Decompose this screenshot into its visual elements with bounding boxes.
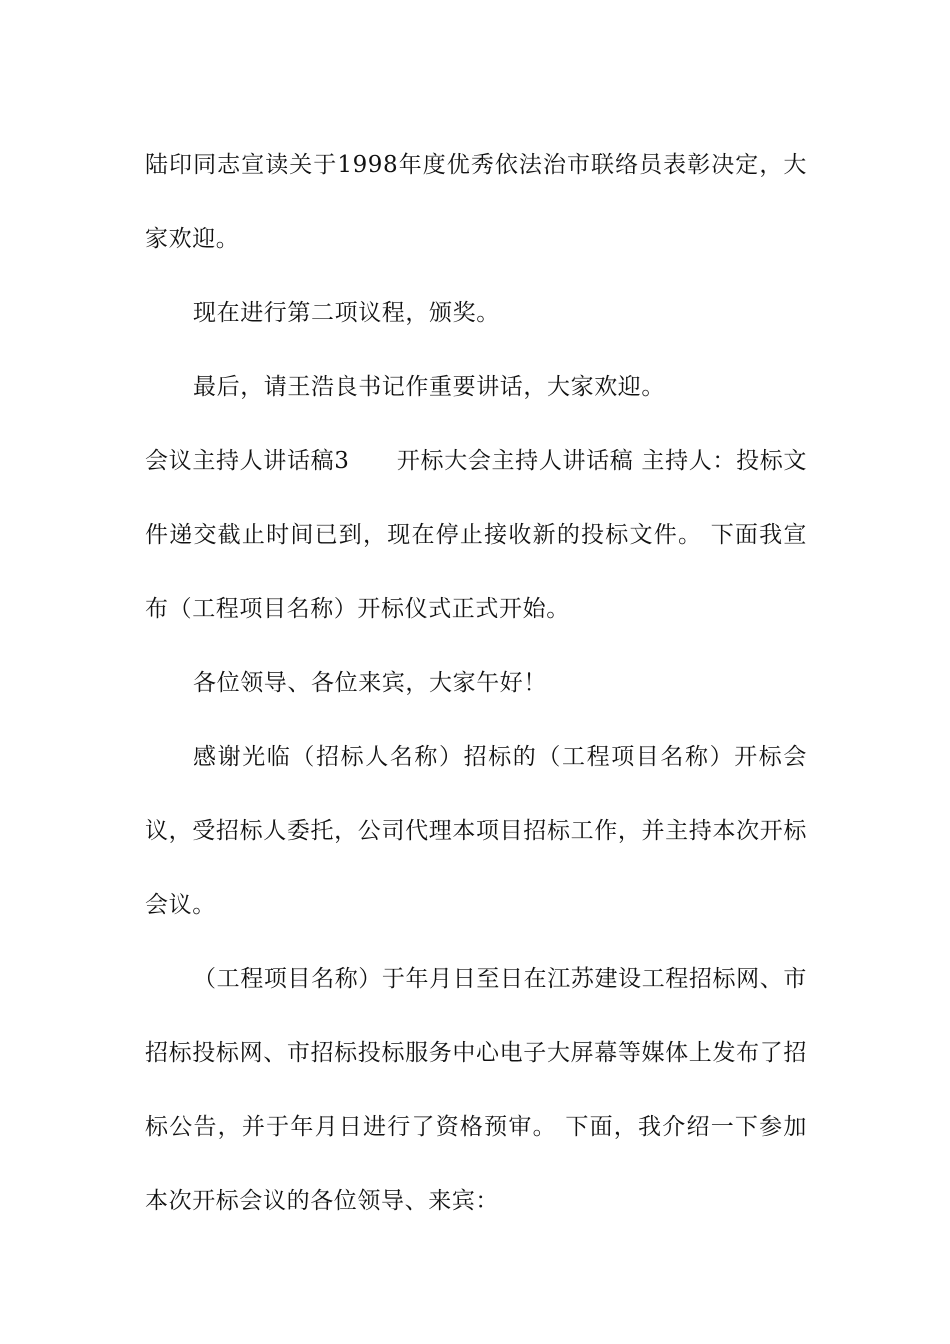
paragraph-1: 陆印同志宣读关于1998年度优秀依法治市联络员表彰决定，大家欢迎。 xyxy=(145,152,807,252)
document-body xyxy=(145,128,807,1238)
paragraph-2: 现在进行第二项议程，颁奖。 xyxy=(193,300,500,326)
paragraph-5: 各位领导、各位来宾，大家午好！ xyxy=(193,670,547,696)
paragraph-3: 最后，请王浩良书记作重要讲话，大家欢迎。 xyxy=(193,374,665,400)
paragraph-6: 感谢光临（招标人名称）招标的（工程项目名称）开标会议，受招标人委托，公司代理本项目招标工作，并主持本次开标会议。 xyxy=(145,744,807,918)
paragraph-7: （工程项目名称）于年月日至日在江苏建设工程招标网、市招标投标网、市招标投标服务中心电子大屏幕等媒体上发布了招标公告，并于年月日进行了资格预审。 下面，我介绍一下参加本次开标会议的各位领导、来宾： xyxy=(145,966,807,1214)
paragraph-4: 会议主持人讲话稿3 开标大会主持人讲话稿 主持人：投标文件递交截止时间已到，现在停止接收新的投标文件。 下面我宣布（工程项目名称）开标仪式正式开始。 xyxy=(145,448,807,622)
